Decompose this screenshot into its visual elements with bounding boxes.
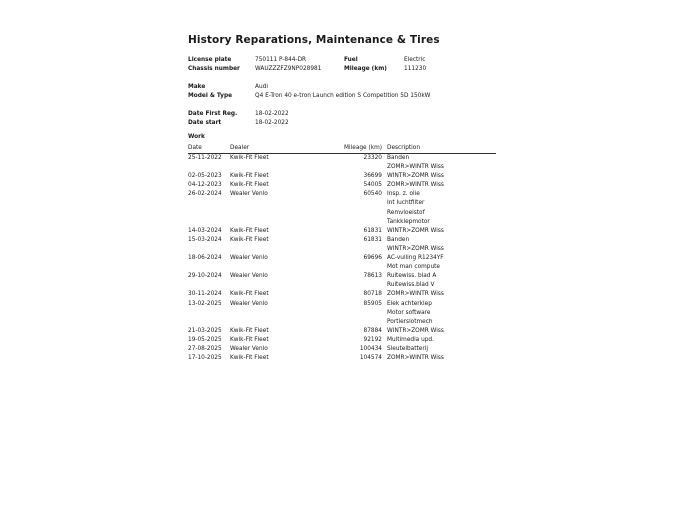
row-description: ZOMR>WINTR Wiss (387, 164, 444, 171)
row-description: Multimedia upd. (387, 336, 434, 343)
row-dealer: Kwik-Fit Fleet (230, 227, 269, 234)
row-description: Portierslotmech (387, 318, 433, 325)
row-mileage: 85905 (363, 300, 382, 307)
table-row (188, 345, 496, 354)
table-row (188, 172, 496, 181)
table-row (188, 236, 496, 245)
row-dealer: Kwik-Fit Fleet (230, 182, 269, 189)
table-row (188, 336, 496, 345)
table-row (188, 318, 496, 327)
table-row (188, 209, 496, 218)
header-dealer: Dealer (230, 145, 250, 151)
row-date: 14-03-2024 (188, 227, 222, 234)
chassis-value: WAUZZZFZ9NP028981 (255, 66, 322, 72)
table-row (188, 199, 496, 208)
row-description: Mot man compute (387, 264, 440, 271)
row-date: 19-05-2025 (188, 336, 222, 343)
make-label: Make (188, 84, 206, 90)
row-description: Int luchtfilter (387, 200, 425, 207)
row-date: 17-10-2025 (188, 355, 222, 362)
table-body (188, 154, 496, 363)
row-date: 02-05-2023 (188, 173, 222, 180)
row-dealer: Kwik-Fit Fleet (230, 355, 269, 362)
row-mileage: 61831 (363, 236, 382, 243)
page-title: History Reparations, Maintenance & Tires (188, 34, 440, 46)
model-value: Q4 E-Tron 40 e-tron Launch edition S Competition 5D 150kW (255, 93, 431, 99)
row-mileage: 87884 (363, 327, 382, 334)
row-dealer: Kwik-Fit Fleet (230, 336, 269, 343)
row-mileage: 60540 (363, 191, 382, 198)
row-mileage: 36699 (363, 173, 382, 180)
row-description: Ruitewiss. blad A (387, 273, 437, 280)
row-description: Motor software (387, 309, 431, 316)
row-dealer: Kwik-Fit Fleet (230, 236, 269, 243)
row-dealer: Wealer Venlo (230, 345, 268, 352)
work-section-title: Work (188, 134, 205, 140)
row-description: Banden (387, 236, 410, 243)
row-date: 13-02-2025 (188, 300, 222, 307)
row-date: 27-08-2025 (188, 345, 222, 352)
fuel-value: Electric (404, 57, 426, 63)
table-row (188, 181, 496, 190)
row-dealer: Wealer Venlo (230, 300, 268, 307)
row-description: WINTR>ZOMR Wiss (387, 245, 444, 252)
row-description: Sleutelbatterij (387, 345, 428, 352)
row-description: Remvloeistof (387, 209, 425, 216)
row-date: 26-02-2024 (188, 191, 222, 198)
row-date: 04-12-2023 (188, 182, 222, 189)
row-date: 18-06-2024 (188, 255, 222, 262)
header-mileage: Mileage (km) (344, 145, 382, 151)
table-row (188, 154, 496, 163)
row-mileage: 54005 (363, 182, 382, 189)
row-description: Elek achterklep (387, 300, 432, 307)
table-row (188, 263, 496, 272)
row-date: 15-03-2024 (188, 236, 222, 243)
row-description: ZOMR>WINTR Wiss (387, 291, 444, 298)
row-description: AC-vulling R1234YF (387, 255, 444, 262)
work-table (188, 144, 496, 363)
license-plate-value: 750111 P-844-DR (255, 57, 307, 63)
table-row (188, 163, 496, 172)
row-description: Ruitewiss.blad V (387, 282, 435, 289)
header-description: Description (387, 145, 421, 151)
table-row (188, 300, 496, 309)
table-row (188, 254, 496, 263)
row-mileage: 100434 (359, 345, 382, 352)
license-plate-label: License plate (188, 57, 232, 63)
header-date: Date (188, 145, 202, 151)
row-mileage: 23320 (363, 155, 382, 161)
row-description: ZOMR>WINTR Wiss (387, 355, 444, 362)
table-row (188, 281, 496, 290)
row-dealer: Wealer Venlo (230, 255, 268, 262)
row-date: 29-10-2024 (188, 273, 222, 280)
table-row (188, 227, 496, 236)
table-row (188, 245, 496, 254)
table-row (188, 218, 496, 227)
row-description: WINTR>ZOMR Wiss (387, 173, 444, 180)
table-row (188, 272, 496, 281)
chassis-label: Chassis number (188, 66, 240, 72)
table-row (188, 309, 496, 318)
row-dealer: Kwik-Fit Fleet (230, 291, 269, 298)
date-start-value: 18-02-2022 (255, 120, 289, 126)
row-dealer: Wealer Venlo (230, 191, 268, 198)
row-description: Banden (387, 155, 410, 161)
row-dealer: Kwik-Fit Fleet (230, 173, 269, 180)
model-label: Model & Type (188, 93, 233, 99)
first-reg-value: 18-02-2022 (255, 111, 289, 117)
first-reg-label: Date First Reg. (188, 111, 238, 117)
mileage-value: 111230 (404, 66, 427, 72)
row-mileage: 78613 (363, 273, 382, 280)
make-value: Audi (255, 84, 268, 90)
row-description: Tankklepmotor (387, 218, 430, 225)
row-date: 30-11-2024 (188, 291, 222, 298)
row-mileage: 80718 (363, 291, 382, 298)
row-description: Insp. z. olie (387, 191, 420, 198)
row-date: 21-03-2025 (188, 327, 222, 334)
fuel-label: Fuel (344, 57, 358, 63)
row-mileage: 104574 (359, 355, 382, 362)
row-dealer: Wealer Venlo (230, 273, 268, 280)
row-mileage: 61831 (363, 227, 382, 234)
mileage-label: Mileage (km) (344, 66, 387, 72)
row-mileage: 92192 (363, 336, 382, 343)
table-row (188, 290, 496, 299)
table-header (188, 144, 496, 154)
row-date: 25-11-2022 (188, 155, 222, 161)
row-mileage: 69696 (363, 255, 382, 262)
row-dealer: Kwik-Fit Fleet (230, 327, 269, 334)
table-row (188, 354, 496, 363)
row-description: WINTR>ZOMR Wiss (387, 327, 444, 334)
table-row (188, 190, 496, 199)
table-row (188, 327, 496, 336)
row-dealer: Kwik-Fit Fleet (230, 155, 269, 161)
row-description: ZOMR>WINTR Wiss (387, 182, 444, 189)
date-start-label: Date start (188, 120, 222, 126)
row-description: WINTR>ZOMR Wiss (387, 227, 444, 234)
